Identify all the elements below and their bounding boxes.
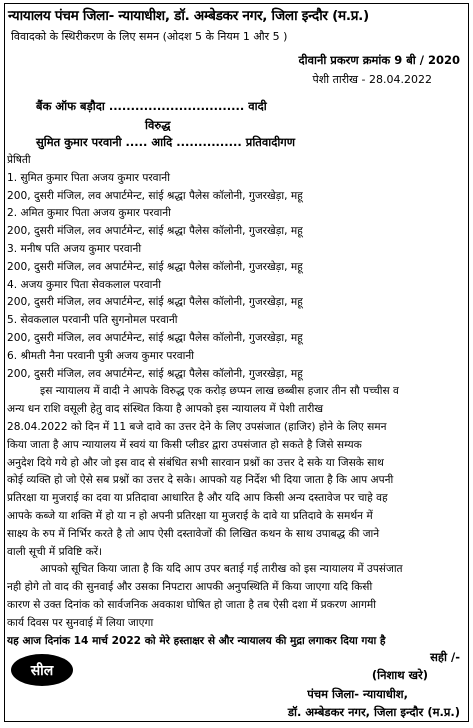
plaintiff-line: बैंक ऑफ बड़ौदा ............................... वादी	[36, 99, 267, 113]
paragraph-line: आपको सूचित किया जाता है कि यदि आप उपर बताई गई तारीख को इस न्यायालय में उपसंजात	[40, 563, 403, 576]
paragraph-line: किया जाता है आप न्यायालय में स्वयं या किसी प्लीडर द्वारा उपसंजात हो सकते है जिसे सम्यक	[7, 438, 362, 451]
signatory-location: डॉ. अम्बेडकर नगर, जिला इन्दौर (म.प्र.)	[287, 705, 460, 719]
paragraph-line: आपके कब्जे या शक्ति में हो या न हो अपनी प्रतिरक्षा या मुजराई के दावे या प्रतिदावे के समर्थन में	[7, 509, 373, 522]
paragraph-line: नही होगे तो वाद की सुनवाई और उसका निपटारा आपकी अनुपस्थिति में किया जाएगा यदि किसी	[7, 581, 373, 594]
notice-body	[7, 152, 464, 650]
addressee-name: 3. मनीष पति अजय कुमार परवानी	[7, 242, 142, 255]
seal-badge: सील	[11, 654, 73, 686]
paragraph-line: अन्य धन राशि वसूली हेतु वाद संस्थित किया है आपको इस न्यायालय में पेशी तारीख	[7, 403, 323, 416]
paragraph-line: कोई व्यक्ति हो जो ऐसे सब प्रश्नों का उत्तर दे सके। आपको यह निर्देश भी दिया जाता है कि आप अपनी	[7, 474, 394, 487]
paragraph-line: अनुदेश दिये गये हो और जो इस वाद से संबंधित सभी सारवान प्रश्नों का उत्तर दे सके या जिसके साथ	[7, 456, 384, 469]
versus-label: विरुद्ध	[145, 118, 171, 132]
addressee-address: 200, दुसरी मंजिल, लव अपार्टमेन्ट, सांई श्रद्धा पैलेस कॉलोनी, गुजरखेड़ा, महू	[7, 367, 303, 380]
court-title: न्यायालय पंचम जिला- न्यायाधीश, डॉ. अम्बेडकर नगर, जिला इन्दौर (म.प्र.)	[8, 8, 369, 24]
paragraph-line: कारण से उक्त दिनांक को सार्वजनिक अवकाश घोषित हो जाता है तब ऐसी दशा में प्रकरण आगमी	[7, 598, 376, 611]
issue-date-line: यह आज दिनांक 14 मार्च 2022 को मेरे हस्ताक्षर से और न्यायालय की मुद्रा लगाकर दिया गया है	[7, 634, 386, 647]
signatory-designation: पंचम जिला- न्यायाधीश,	[307, 687, 408, 701]
hearing-date: पेशी तारीख - 28.04.2022	[312, 73, 432, 86]
addressee-heading: प्रेषिती	[7, 154, 31, 166]
case-number: दीवानी प्रकरण क्रमांक 9 बी / 2020	[298, 53, 460, 67]
addressee-name: 4. अजय कुमार पिता सेवकलाल परवानी	[7, 278, 162, 291]
addressee-name: 5. सेवकलाल परवानी पति सुगनोमल परवानी	[7, 314, 178, 327]
addressee-name: 2. अमित कुमार पिता अजय कुमार परवानी	[7, 207, 171, 220]
paragraph-line: कार्य दिवस पर सुनवाई में लिया जाएगा	[7, 616, 154, 629]
paragraph-line: वाली सूची में प्रविष्टि करें।	[7, 545, 103, 558]
addressee-name: 6. श्रीमती नैना परवानी पुत्री अजय कुमार परवानी	[7, 349, 195, 362]
paragraph-line: साक्ष्य के रुप में निर्भिर करते है तो आप ऐसी दस्तावेजों की लिखित कथन के साथ उपाबद्ध की जाने	[7, 527, 380, 540]
addressee-address: 200, दुसरी मंजिल, लव अपार्टमेन्ट, सांई श्रद्धा पैलेस कॉलोनी, गुजरखेड़ा, महू	[7, 225, 303, 238]
signatory-name: (निशाथ खरे)	[371, 668, 428, 682]
addressee-address: 200, दुसरी मंजिल, लव अपार्टमेन्ट, सांई श्रद्धा पैलेस कॉलोनी, गुजरखेड़ा, महू	[7, 260, 303, 273]
court-summons-notice	[4, 3, 469, 722]
paragraph-line: 28.04.2022 को दिन में 11 बजे दावे का उत्तर देने के लिए उपसंजात (हाजिर) होने के लिए समन	[7, 420, 387, 433]
summons-subtitle: विवादको के स्थिरीकरण के लिए समन (ओदश 5 के नियम 1 और 5 )	[11, 30, 288, 43]
addressee-name: 1. सुमित कुमार पिता अजय कुमार परवानी	[7, 171, 170, 184]
addressee-address: 200, दुसरी मंजिल, लव अपार्टमेन्ट, सांई श्रद्धा पैलेस कॉलोनी, गुजरखेड़ा, महू	[7, 296, 303, 309]
defendant-line: सुमित कुमार परवानी ..... आदि ............... प्रतिवादीगण	[36, 135, 296, 149]
addressee-address: 200, दुसरी मंजिल, लव अपार्टमेन्ट, सांई श्रद्धा पैलेस कॉलोनी, गुजरखेड़ा, महू	[7, 331, 303, 344]
paragraph-line: इस न्यायालय में वादी ने आपके विरुद्ध एक करोड़ छप्पन लाख छब्बीस हजार तीन सौ पच्चीस व	[40, 385, 399, 398]
addressee-address: 200, दुसरी मंजिल, लव अपार्टमेन्ट, सांई श्रद्धा पैलेस कॉलोनी, गुजरखेड़ा, महू	[7, 189, 303, 202]
signature-mark: सही /-	[430, 650, 460, 664]
paragraph-line: प्रतिरक्षा या मुजराई का दवा या प्रतिदावा आधारित है और यदि आप किसी अन्य दस्तावेज पर चाहे वह	[7, 492, 388, 505]
